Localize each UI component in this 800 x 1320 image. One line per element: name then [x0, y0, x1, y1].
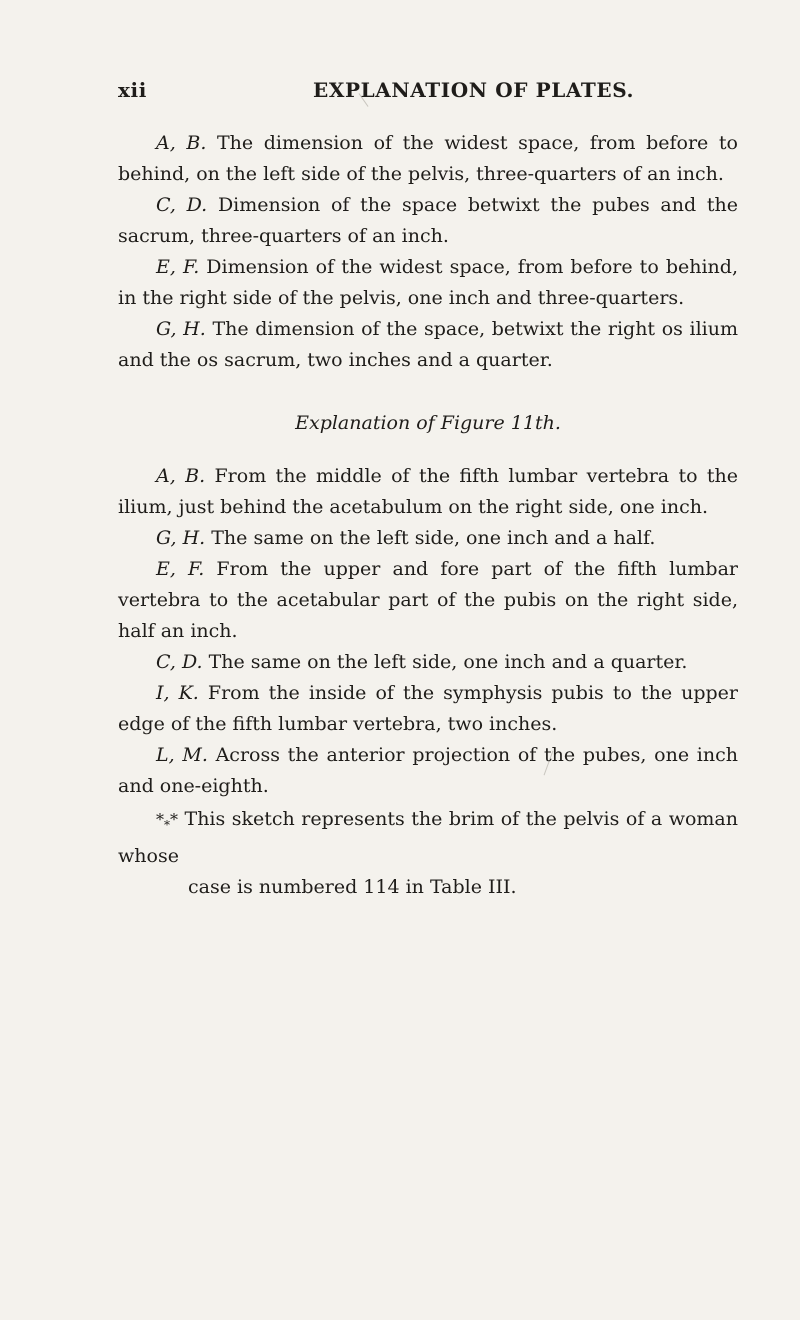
footnote	[118, 804, 738, 903]
item-letters: I, K.	[156, 682, 199, 704]
item-letters: L, M.	[156, 744, 208, 766]
item-text: From the upper and fore part of the fifth lumbar vertebra to the acetabular part of the pubis on the right side, half an inch.	[118, 558, 738, 642]
item-letters: C, D.	[156, 651, 203, 673]
item-text: Dimension of the widest space, from before to behind, in the right side of the pelvis, one inch and three-quarters.	[118, 256, 738, 309]
item-letters: G, H.	[156, 527, 206, 549]
item-letters: E, F.	[156, 256, 200, 278]
item-letters: E, F.	[156, 558, 205, 580]
running-head: EXPLANATION OF PLATES.	[313, 78, 635, 102]
asterism-mark	[156, 810, 178, 833]
item-text: Across the anterior projection of the pubes, one inch and one-eighth.	[118, 744, 738, 797]
plate-item	[118, 647, 738, 678]
plate-item	[118, 252, 738, 314]
item-text: Dimension of the space betwixt the pubes and the sacrum, three-quarters of an inch.	[118, 194, 738, 247]
asterism-star: *	[156, 810, 164, 829]
footnote-line: case is numbered 114 in Table III.	[188, 876, 517, 899]
asterism-star: *	[164, 818, 170, 833]
asterism-star: *	[170, 810, 178, 829]
plate-item	[118, 128, 738, 190]
plate-item	[118, 740, 738, 802]
section-heading: Explanation of Figure 11th.	[295, 412, 561, 434]
item-text: From the middle of the fifth lumbar vertebra to the ilium, just behind the acetabulum on the right side, one inch.	[118, 465, 738, 518]
item-letters: A, B.	[156, 465, 206, 487]
plate-item	[118, 554, 738, 647]
item-letters: G, H.	[156, 318, 206, 340]
item-text: The dimension of the widest space, from before to behind, on the left side of the pelvis, three-quarters of an inch.	[118, 132, 738, 185]
item-text: The same on the left side, one inch and a half.	[211, 527, 656, 549]
item-text: From the inside of the symphysis pubis to the upper edge of the fifth lumbar vertebra, two inches.	[118, 682, 739, 735]
page-number: xii	[118, 78, 147, 102]
page-body	[118, 128, 738, 903]
plate-item	[118, 314, 738, 376]
item-text: The same on the left side, one inch and a quarter.	[208, 651, 688, 673]
item-letters: A, B.	[156, 132, 207, 154]
footnote-text: This sketch represents the brim of the pelvis of a woman whose	[118, 808, 738, 868]
plate-item	[118, 678, 738, 740]
plate-item	[118, 190, 738, 252]
plate-item	[118, 523, 738, 554]
page-header	[118, 78, 718, 108]
plate-item	[118, 461, 738, 523]
item-text: The dimension of the space, betwixt the right os ilium and the os sacrum, two inches and a quarter.	[118, 318, 738, 371]
footnote-line	[118, 804, 738, 872]
item-letters: C, D.	[156, 194, 208, 216]
